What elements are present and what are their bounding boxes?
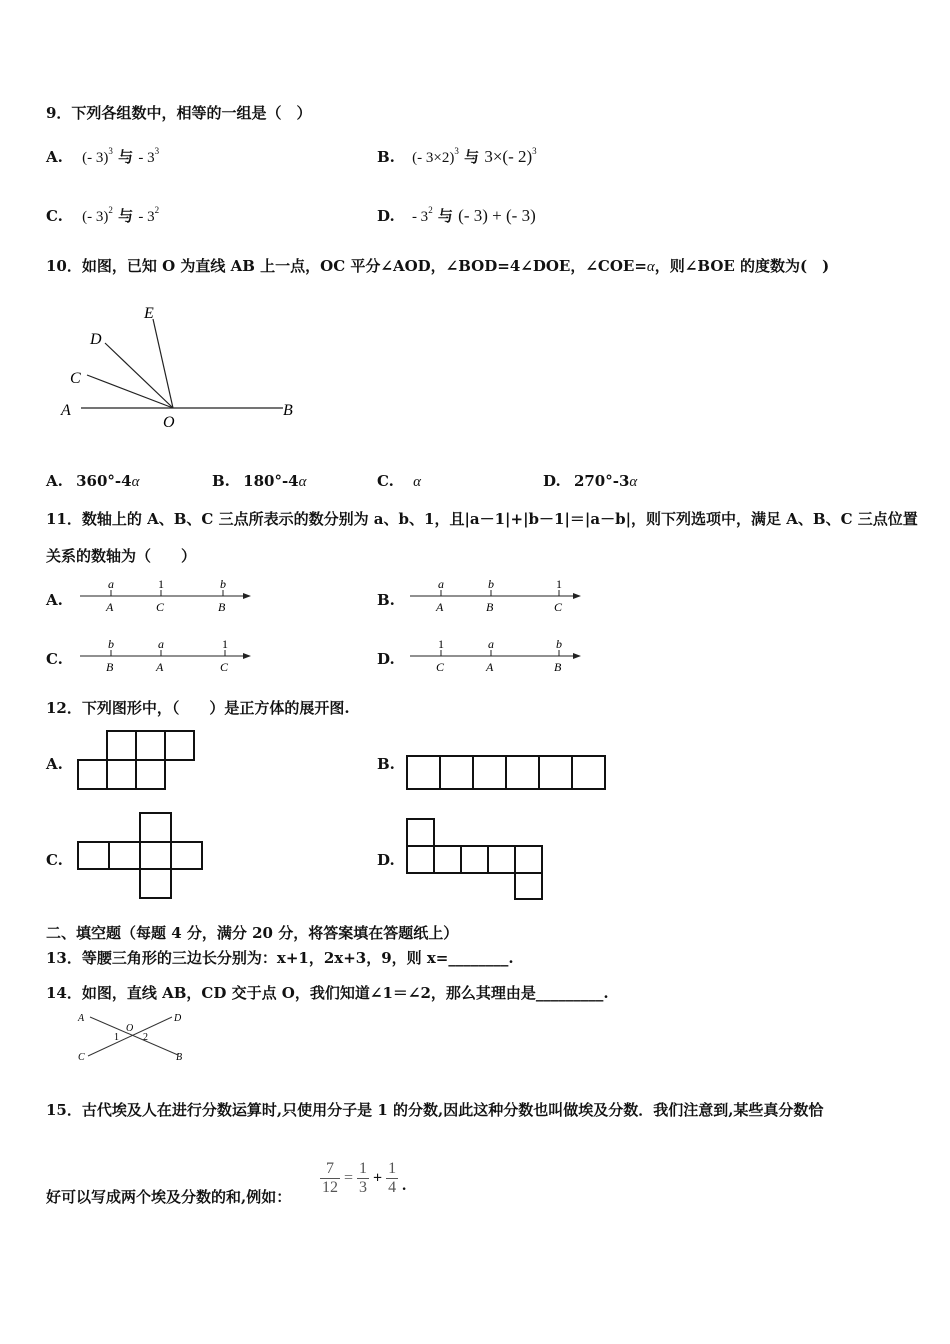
q11-number-line-a[interactable] <box>75 575 260 617</box>
section2-heading: 二、填空题（每题 4 分，满分 20 分，将答案填在答题纸上） <box>46 924 459 942</box>
tick-top-label: 1 <box>158 577 164 591</box>
q9d-left: - 3 <box>411 209 429 225</box>
q11-option-a-label[interactable]: A. <box>46 591 63 609</box>
option-label: B. <box>212 472 230 490</box>
q13-stem: 13．等腰三角形的三边长分别为：x+1，2x+3，9，则 x=________. <box>46 949 514 967</box>
q10-option-a[interactable] <box>46 472 139 491</box>
option-text: 360°-4 <box>76 472 132 490</box>
connector: 与 <box>464 148 480 166</box>
connector: 与 <box>437 207 453 225</box>
tick-top-label: b <box>220 577 226 591</box>
ray-oe <box>153 319 173 408</box>
tick-bottom-label: B <box>554 660 562 674</box>
fraction-1-3 <box>357 1160 369 1197</box>
option-label: C. <box>377 472 394 490</box>
tick-top-label: b <box>556 637 562 651</box>
label-a: A <box>78 1013 85 1024</box>
q12-net-b[interactable] <box>405 754 611 792</box>
q9a-right: - 3 <box>138 150 155 166</box>
q12-option-d-label[interactable]: D. <box>377 851 395 869</box>
q10-option-b[interactable] <box>212 472 307 491</box>
q9d-right: (- 3) + (- 3) <box>458 206 536 225</box>
tick-bottom-label: B <box>106 660 114 674</box>
period: . <box>402 1177 407 1195</box>
tick-top-label: a <box>108 577 114 591</box>
q9-stem: 9．下列各组数中，相等的一组是（ ） <box>46 104 312 122</box>
q10-angle-figure <box>55 295 315 435</box>
q10-option-c[interactable] <box>377 472 421 491</box>
option-label: B. <box>377 148 395 166</box>
tick-bottom-label: A <box>156 660 164 674</box>
q11-option-d-label[interactable]: D. <box>377 650 395 668</box>
q9c-left-exp: 2 <box>108 205 113 215</box>
label-o: O <box>163 414 175 431</box>
q12-net-d[interactable] <box>405 817 545 901</box>
tick-bottom-label: C <box>220 660 229 674</box>
tick-bottom-label: B <box>218 600 226 614</box>
alpha-symbol: α <box>131 474 140 490</box>
fraction-7-12 <box>320 1160 340 1197</box>
tick-top-label: 1 <box>438 637 444 651</box>
label-angle-2: 2 <box>143 1032 148 1043</box>
q12-option-b-label[interactable]: B. <box>377 755 395 773</box>
q14-intersecting-lines-figure <box>76 1008 196 1064</box>
option-label: D. <box>377 207 395 225</box>
q15-stem-line2: 好可以写成两个埃及分数的和,例如： <box>46 1188 292 1206</box>
q9a-left: (- 3) <box>82 150 109 166</box>
q9-option-a[interactable] <box>46 146 159 167</box>
connector: 与 <box>118 148 134 166</box>
fraction-1-4 <box>386 1160 398 1197</box>
tick-bottom-label: B <box>486 600 494 614</box>
connector: 与 <box>118 207 134 225</box>
denominator: 3 <box>359 1179 368 1196</box>
q11-stem-line1: 11．数轴上的 A、B、C 三点所表示的数分别为 a、b、1，且|a－1|+|b－1|＝|a－b|，则下列选项中，满足 A、B、C 三点位置 <box>46 510 918 528</box>
q9b-right: 3×(- 2) <box>484 147 533 166</box>
alpha-symbol: α <box>629 474 638 490</box>
q12-stem: 12．下列图形中，（ ）是正方体的展开图. <box>46 699 350 717</box>
q11-option-c-label[interactable]: C. <box>46 650 63 668</box>
q9-option-d[interactable] <box>377 205 536 226</box>
q12-net-a[interactable] <box>76 729 198 793</box>
label-b: B <box>176 1052 183 1063</box>
q9c-left: (- 3) <box>82 209 109 225</box>
q9-option-c[interactable] <box>46 205 159 226</box>
tick-bottom-label: A <box>436 600 444 614</box>
numerator: 1 <box>388 1160 397 1177</box>
alpha-symbol: α <box>298 474 307 490</box>
tick-top-label: b <box>108 637 114 651</box>
label-a: A <box>61 402 71 419</box>
plus-sign: + <box>373 1169 383 1187</box>
option-label: A. <box>46 148 63 166</box>
q12-option-c-label[interactable]: C. <box>46 851 63 869</box>
q9-option-b[interactable] <box>377 146 537 167</box>
q9b-left-exp: 3 <box>454 146 459 156</box>
q15-stem-line1: 15．古代埃及人在进行分数运算时,只使用分子是 1 的分数,因此这种分数也叫做埃及分数．我们注意到,某些真分数恰 <box>46 1101 824 1119</box>
tick-top-label: a <box>438 577 444 591</box>
q9b-right-exp: 3 <box>532 146 537 156</box>
q11-number-line-c[interactable] <box>75 635 260 677</box>
label-angle-1: 1 <box>114 1032 119 1043</box>
tick-bottom-label: C <box>554 600 563 614</box>
numerator: 7 <box>320 1160 340 1179</box>
option-text: 270°-3 <box>573 472 630 490</box>
option-label: A. <box>46 472 63 490</box>
equals-sign: = <box>344 1169 354 1187</box>
label-e: E <box>144 305 154 322</box>
tick-top-label: 1 <box>556 577 562 591</box>
label-b: B <box>283 402 293 419</box>
q10-option-d[interactable] <box>543 472 637 491</box>
q9c-right: - 3 <box>138 209 155 225</box>
denominator: 4 <box>388 1179 397 1196</box>
option-text: 180°-4 <box>243 472 299 490</box>
alpha-symbol: α <box>413 474 422 490</box>
q11-number-line-b[interactable] <box>405 575 590 617</box>
q12-net-c[interactable] <box>76 811 206 901</box>
q9a-right-exp: 3 <box>154 146 160 156</box>
label-d: D <box>90 331 102 348</box>
q11-stem-line2: 关系的数轴为（ ） <box>46 547 197 565</box>
tick-bottom-label: A <box>486 660 494 674</box>
q9a-left-exp: 3 <box>108 146 113 156</box>
tick-top-label: 1 <box>222 637 228 651</box>
tick-bottom-label: A <box>106 600 114 614</box>
q9b-left: (- 3×2) <box>412 150 455 166</box>
label-c: C <box>78 1052 85 1063</box>
q9d-left-exp: 2 <box>428 205 433 215</box>
ray-od <box>105 343 173 408</box>
q10-stem <box>46 255 829 276</box>
option-label: D. <box>543 472 561 490</box>
q15-example-equation <box>320 1160 406 1197</box>
q14-stem: 14．如图，直线 AB，CD 交于点 O，我们知道∠1＝∠2，那么其理由是_________. <box>46 984 609 1002</box>
label-o: O <box>126 1023 134 1034</box>
label-c: C <box>70 370 81 387</box>
q11-number-line-d[interactable] <box>405 635 590 677</box>
tick-bottom-label: C <box>156 600 165 614</box>
q10-stem-part2: ，则∠BOE 的度数为( ) <box>654 257 830 275</box>
numerator: 1 <box>359 1160 368 1177</box>
tick-top-label: a <box>488 637 494 651</box>
q9c-right-exp: 2 <box>154 205 160 215</box>
label-d: D <box>174 1013 182 1024</box>
q11-option-b-label[interactable]: B. <box>377 591 395 609</box>
tick-top-label: a <box>158 637 164 651</box>
q10-stem-part1: 10．如图，已知 O 为直线 AB 上一点，OC 平分∠AOD，∠BOD=4∠DOE，∠COE= <box>46 257 647 275</box>
alpha-symbol: α <box>646 259 655 275</box>
option-label: C. <box>46 207 63 225</box>
ray-oc <box>87 375 173 408</box>
q12-option-a-label[interactable]: A. <box>46 755 63 773</box>
tick-top-label: b <box>488 577 494 591</box>
tick-bottom-label: C <box>436 660 445 674</box>
denominator: 12 <box>322 1179 338 1196</box>
